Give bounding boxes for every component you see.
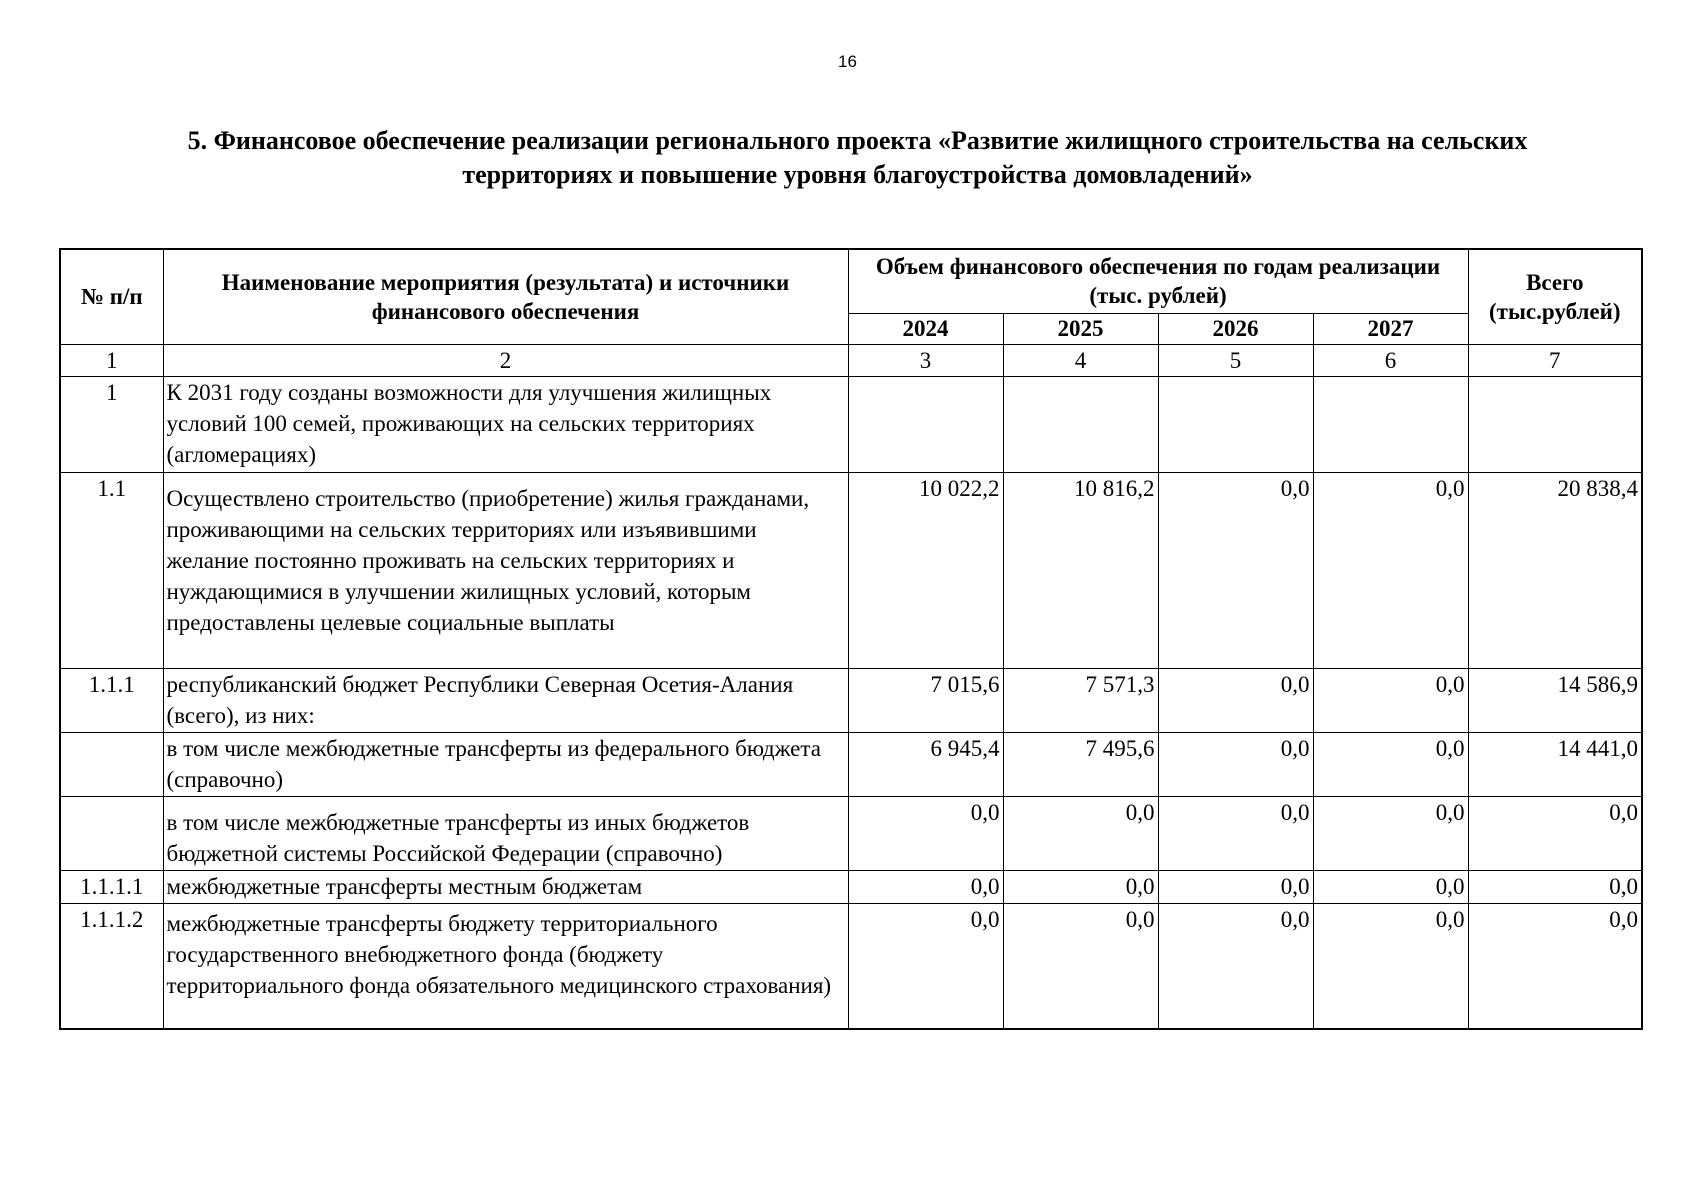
value-2025: 10 816,2: [1003, 472, 1158, 668]
header-name: Наименование мероприятия (результата) и источники финансового обеспечения: [163, 249, 848, 344]
row-name: Осуществлено строительство (приобретение) жилья гражданами, проживающими на сельских территориях или изъявившими желание постоянно проживать на сельских территориях и нуждающимися в улучшении жилищных условий, которым предоставлены целевые социальные выплаты: [163, 472, 848, 668]
value-2027: 0,0: [1313, 870, 1468, 903]
value-total: [1468, 376, 1642, 472]
row-num: 1.1.1.1: [60, 870, 163, 903]
value-2024: 10 022,2: [848, 472, 1003, 668]
table-row: [60, 472, 1642, 668]
column-number: 4: [1003, 344, 1158, 376]
value-2027: 0,0: [1313, 796, 1468, 870]
table-row: [60, 668, 1642, 732]
title-line-2: территориях и повышение уровня благоустройства домовладений»: [462, 160, 1253, 189]
value-2026: 0,0: [1158, 472, 1313, 668]
value-2025: 0,0: [1003, 903, 1158, 1029]
header-year-2027: 2027: [1313, 313, 1468, 344]
row-name: межбюджетные трансферты местным бюджетам: [163, 870, 848, 903]
value-2026: 0,0: [1158, 796, 1313, 870]
row-num: [60, 732, 163, 796]
value-2024: 0,0: [848, 870, 1003, 903]
value-2024: 6 945,4: [848, 732, 1003, 796]
value-total: 14 441,0: [1468, 732, 1642, 796]
row-name: межбюджетные трансферты бюджету территориального государственного внебюджетного фонда (бюджету территориального фонда обязательного медицинского страхования): [163, 903, 848, 1029]
row-num: 1.1: [60, 472, 163, 668]
value-2027: 0,0: [1313, 903, 1468, 1029]
value-2025: 0,0: [1003, 870, 1158, 903]
value-2024: 0,0: [848, 796, 1003, 870]
header-year-2026: 2026: [1158, 313, 1313, 344]
value-2025: 0,0: [1003, 796, 1158, 870]
column-number: 7: [1468, 344, 1642, 376]
value-total: 0,0: [1468, 903, 1642, 1029]
value-2025: 7 495,6: [1003, 732, 1158, 796]
financing-table: [59, 248, 1643, 1030]
header-year-2024: 2024: [848, 313, 1003, 344]
header-volume: Объем финансового обеспечения по годам реализации (тыс. рублей): [848, 249, 1468, 313]
value-2024: 0,0: [848, 903, 1003, 1029]
header-total: Всего (тыс.рублей): [1468, 249, 1642, 344]
column-number: 5: [1158, 344, 1313, 376]
table-row: [60, 903, 1642, 1029]
value-2026: [1158, 376, 1313, 472]
value-total: 0,0: [1468, 796, 1642, 870]
value-2025: [1003, 376, 1158, 472]
column-number: 6: [1313, 344, 1468, 376]
value-2027: 0,0: [1313, 668, 1468, 732]
value-total: 14 586,9: [1468, 668, 1642, 732]
table-row: [60, 796, 1642, 870]
value-2024: [848, 376, 1003, 472]
row-name: в том числе межбюджетные трансферты из иных бюджетов бюджетной системы Российской Федерации (справочно): [163, 796, 848, 870]
row-num: 1.1.1: [60, 668, 163, 732]
value-2025: 7 571,3: [1003, 668, 1158, 732]
column-number: 3: [848, 344, 1003, 376]
row-name: республиканский бюджет Республики Северная Осетия-Алания (всего), из них:: [163, 668, 848, 732]
value-2026: 0,0: [1158, 668, 1313, 732]
table-row: [60, 376, 1642, 472]
value-total: 20 838,4: [1468, 472, 1642, 668]
page-number: 16: [838, 52, 857, 71]
value-2026: 0,0: [1158, 903, 1313, 1029]
row-num: [60, 796, 163, 870]
row-name: в том числе межбюджетные трансферты из федерального бюджета (справочно): [163, 732, 848, 796]
value-2027: 0,0: [1313, 472, 1468, 668]
header-num: № п/п: [60, 249, 163, 344]
header-year-2025: 2025: [1003, 313, 1158, 344]
value-2027: 0,0: [1313, 732, 1468, 796]
row-name: К 2031 году созданы возможности для улучшения жилищных условий 100 семей, проживающих на сельских территориях (агломерациях): [163, 376, 848, 472]
value-2027: [1313, 376, 1468, 472]
row-num: 1: [60, 376, 163, 472]
value-2026: 0,0: [1158, 732, 1313, 796]
value-2026: 0,0: [1158, 870, 1313, 903]
column-number-row: [60, 344, 1642, 376]
document-title: [90, 124, 1625, 192]
title-line-1: 5. Финансовое обеспечение реализации регионального проекта «Развитие жилищного строительства на сельских: [187, 126, 1528, 155]
value-2024: 7 015,6: [848, 668, 1003, 732]
table-row: [60, 732, 1642, 796]
row-num: 1.1.1.2: [60, 903, 163, 1029]
column-number: 1: [60, 344, 163, 376]
table-row: [60, 870, 1642, 903]
column-number: 2: [163, 344, 848, 376]
value-total: 0,0: [1468, 870, 1642, 903]
